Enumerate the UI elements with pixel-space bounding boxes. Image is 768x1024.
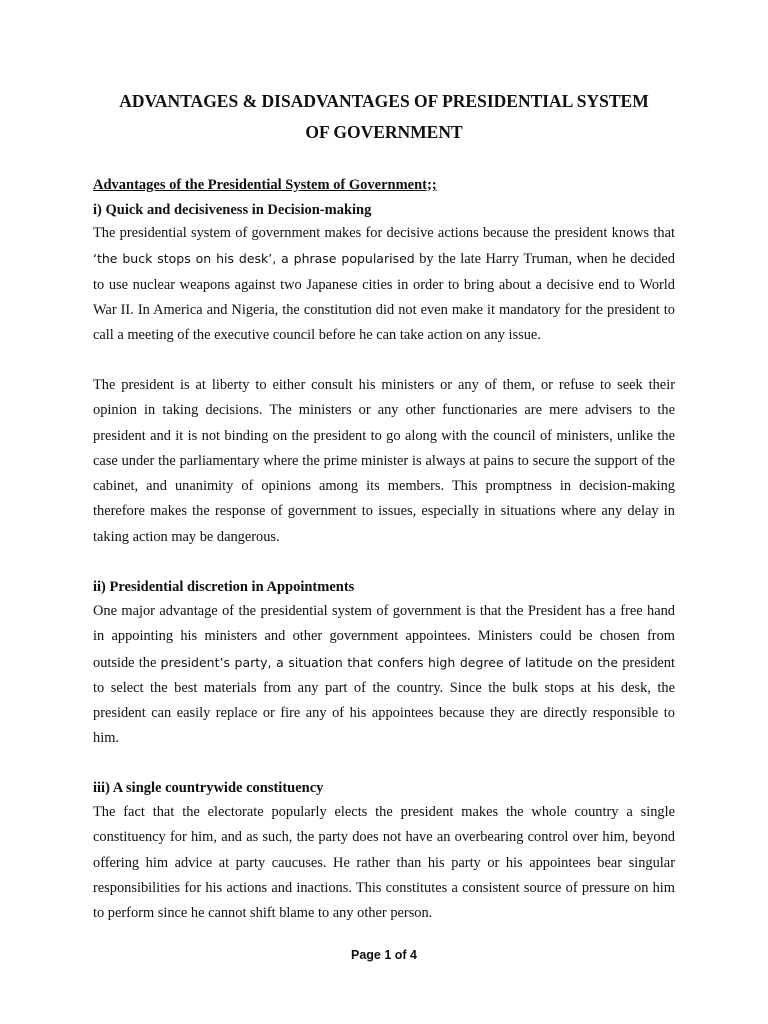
paragraph-decision-making-1 [93,221,675,348]
advantages-heading: Advantages of the Presidential System of Government;; [93,177,437,193]
paragraph-text: president to select the best materials from any part of the country. Since the bulk stops at his desk, the president can easily replace or fire any of his appointees because they are directly responsible to him. [93,654,675,747]
paragraph-text: by the late Harry Truman, when he decided to use nuclear weapons against two Japanese cities in order to bring about a decisive end to World War II. In America and Nigeria, the constitution did not even make it mandatory for the president to call a meeting of the executive council before he can take action on any issue. [93,251,675,344]
buck-stops-quote: ‘the buck stops on his desk’, a phrase popularised [93,251,415,267]
document-title [0,86,768,148]
section-heading-decision-making: i) Quick and decisiveness in Decision-making [93,202,372,218]
paragraph-constituency: The fact that the electorate popularly elects the president makes the whole country a single constituency for him, and as such, the party does not have an overbearing control over him, beyond offering him advice at party caucuses. He rather than his party or his appointees bear singular responsibilities for his actions and inactions. This constitutes a consistent source of pressure on him to perform since he cannot shift blame to any other person. [93,804,675,922]
paragraph-decision-making-2: The president is at liberty to either consult his ministers or any of them, or refuse to seek their opinion in taking decisions. The ministers or any other functionaries are mere advisers to the president and it is not binding on the president to go along with the council of ministers, unlike the case under the parliamentary where the prime minister is always at pains to secure the support of the cabinet, and unanimity of opinions among its members. This promptness in decision-making therefore makes the response of government to issues, especially in situations where any delay in taking action may be dangerous. [93,377,675,545]
document-title-line-1: ADVANTAGES & DISADVANTAGES OF PRESIDENTIAL SYSTEM [119,91,649,111]
document-title-line-2: OF GOVERNMENT [305,122,463,142]
page-number: Page 1 of 4 [351,948,417,962]
section-heading-constituency: iii) A single countrywide constituency [93,780,324,796]
paragraph-text: One major advantage of the presidential system of government is that the President has a free hand in appointing his ministers and other government appointees. Ministers could be chosen from outside the [93,603,675,671]
paragraph-text: The presidential system of government makes for decisive actions because the president knows that [93,225,675,241]
presidents-party-quote: president’s party, a situation that confers high degree of latitude on the [160,654,619,670]
paragraph-appointments [93,599,675,752]
section-heading-appointments: ii) Presidential discretion in Appointments [93,579,355,595]
